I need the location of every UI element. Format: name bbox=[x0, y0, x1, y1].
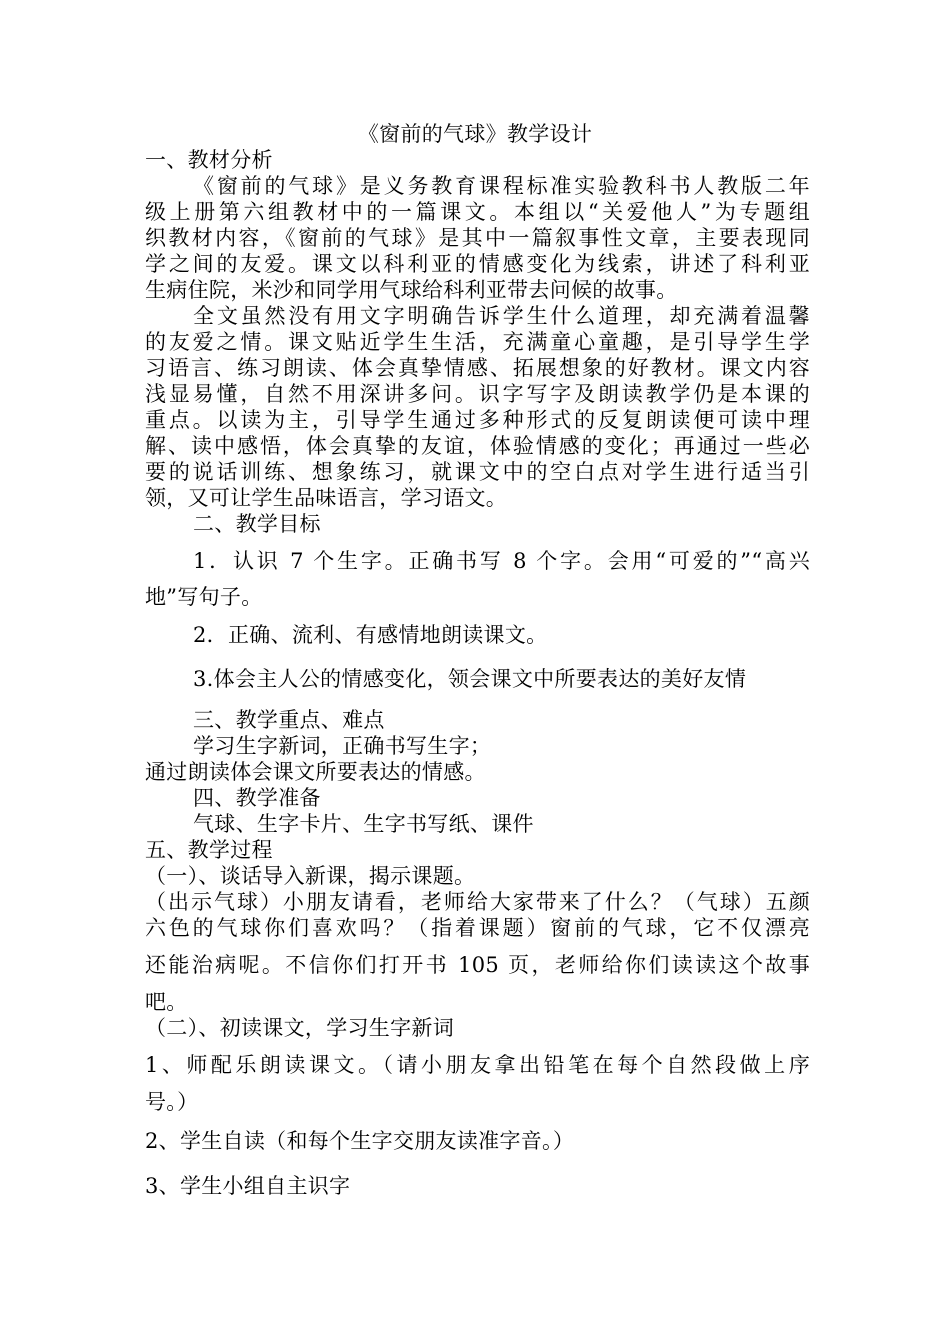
paragraph-line: 《窗前的气球》是义务教育课程标准实验教科书人教版二年 bbox=[193, 174, 810, 198]
step-1-text-line: 吧。 bbox=[145, 990, 188, 1014]
section-heading-goals: 二、教学目标 bbox=[193, 512, 321, 536]
step-1-text-line: 还能治病呢。不信你们打开书 105 页，老师给你们读读这个故事 bbox=[145, 953, 810, 977]
paragraph-line: 重点。以读为主，引导学生通过多种形式的反复朗读便可读中理 bbox=[145, 408, 810, 432]
goal-item-1-cont: 地”写句子。 bbox=[145, 585, 263, 609]
preparation-items: 气球、生字卡片、生字书写纸、课件 bbox=[193, 812, 534, 836]
document-title: 《窗前的气球》教学设计 bbox=[357, 122, 593, 146]
step-2-item: 号。） bbox=[145, 1090, 199, 1114]
paragraph-line: 生病住院，米沙和同学用气球给科利亚带去问候的故事。 bbox=[145, 278, 678, 302]
step-1-text-line: （出示气球）小朋友请看，老师给大家带来了什么？（气球）五颜 bbox=[145, 890, 810, 914]
paragraph-line: 织教材内容，《窗前的气球》是其中一篇叙事性文章，主要表现同 bbox=[145, 226, 810, 250]
step-heading-2: （二）、初读课文，学习生字新词 bbox=[145, 1016, 454, 1040]
section-heading-analysis: 一、教材分析 bbox=[145, 148, 273, 172]
step-2-item: 1、师配乐朗读课文。（请小朋友拿出铅笔在每个自然段做上序 bbox=[145, 1053, 810, 1077]
step-1-text-line: 六色的气球你们喜欢吗？（指着课题）窗前的气球，它不仅漂亮 bbox=[145, 916, 810, 940]
section-heading-key-points: 三、教学重点、难点 bbox=[193, 708, 385, 732]
key-point-1: 学习生字新词，正确书写生字； bbox=[193, 734, 492, 758]
paragraph-line: 习语言、练习朗读、体会真挚情感、拓展想象的好教材。课文内容 bbox=[145, 356, 810, 380]
paragraph-line: 浅显易懂，自然不用深讲多问。识字写字及朗读教学仍是本课的 bbox=[145, 382, 810, 406]
paragraph-line: 解、读中感悟，体会真挚的友谊，体验情感的变化；再通过一些必 bbox=[145, 434, 810, 458]
goal-item-3: 3.体会主人公的情感变化，领会课文中所要表达的美好友情 bbox=[193, 667, 747, 691]
paragraph-line: 的友爱之情。课文贴近学生生活，充满童心童趣，是引导学生学 bbox=[145, 330, 810, 354]
goal-item-1: 1．认识 7 个生字。正确书写 8 个字。会用“可爱的”“高兴 bbox=[193, 549, 810, 573]
goal-item-2: 2．正确、流利、有感情地朗读课文。 bbox=[193, 623, 548, 647]
paragraph-line: 全文虽然没有用文字明确告诉学生什么道理，却充满着温馨 bbox=[193, 304, 810, 328]
section-heading-process: 五、教学过程 bbox=[145, 838, 273, 862]
paragraph-line: 要的说话训练、想象练习，就课文中的空白点对学生进行适当引 bbox=[145, 460, 810, 484]
paragraph-line: 领，又可让学生品味语言，学习语文。 bbox=[145, 486, 508, 510]
step-2-item: 2、学生自读（和每个生字交朋友读准字音。） bbox=[145, 1129, 575, 1153]
paragraph-line: 级上册第六组教材中的一篇课文。本组以“关爱他人”为专题组 bbox=[145, 200, 810, 224]
section-heading-preparation: 四、教学准备 bbox=[193, 786, 321, 810]
step-2-item: 3、学生小组自主识字 bbox=[145, 1174, 351, 1198]
step-heading-1: （一）、谈话导入新课，揭示课题。 bbox=[145, 864, 476, 888]
paragraph-line: 学之间的友爱。课文以科利亚的情感变化为线索，讲述了科利亚 bbox=[145, 252, 810, 276]
key-point-2: 通过朗读体会课文所要表达的情感。 bbox=[145, 760, 486, 784]
